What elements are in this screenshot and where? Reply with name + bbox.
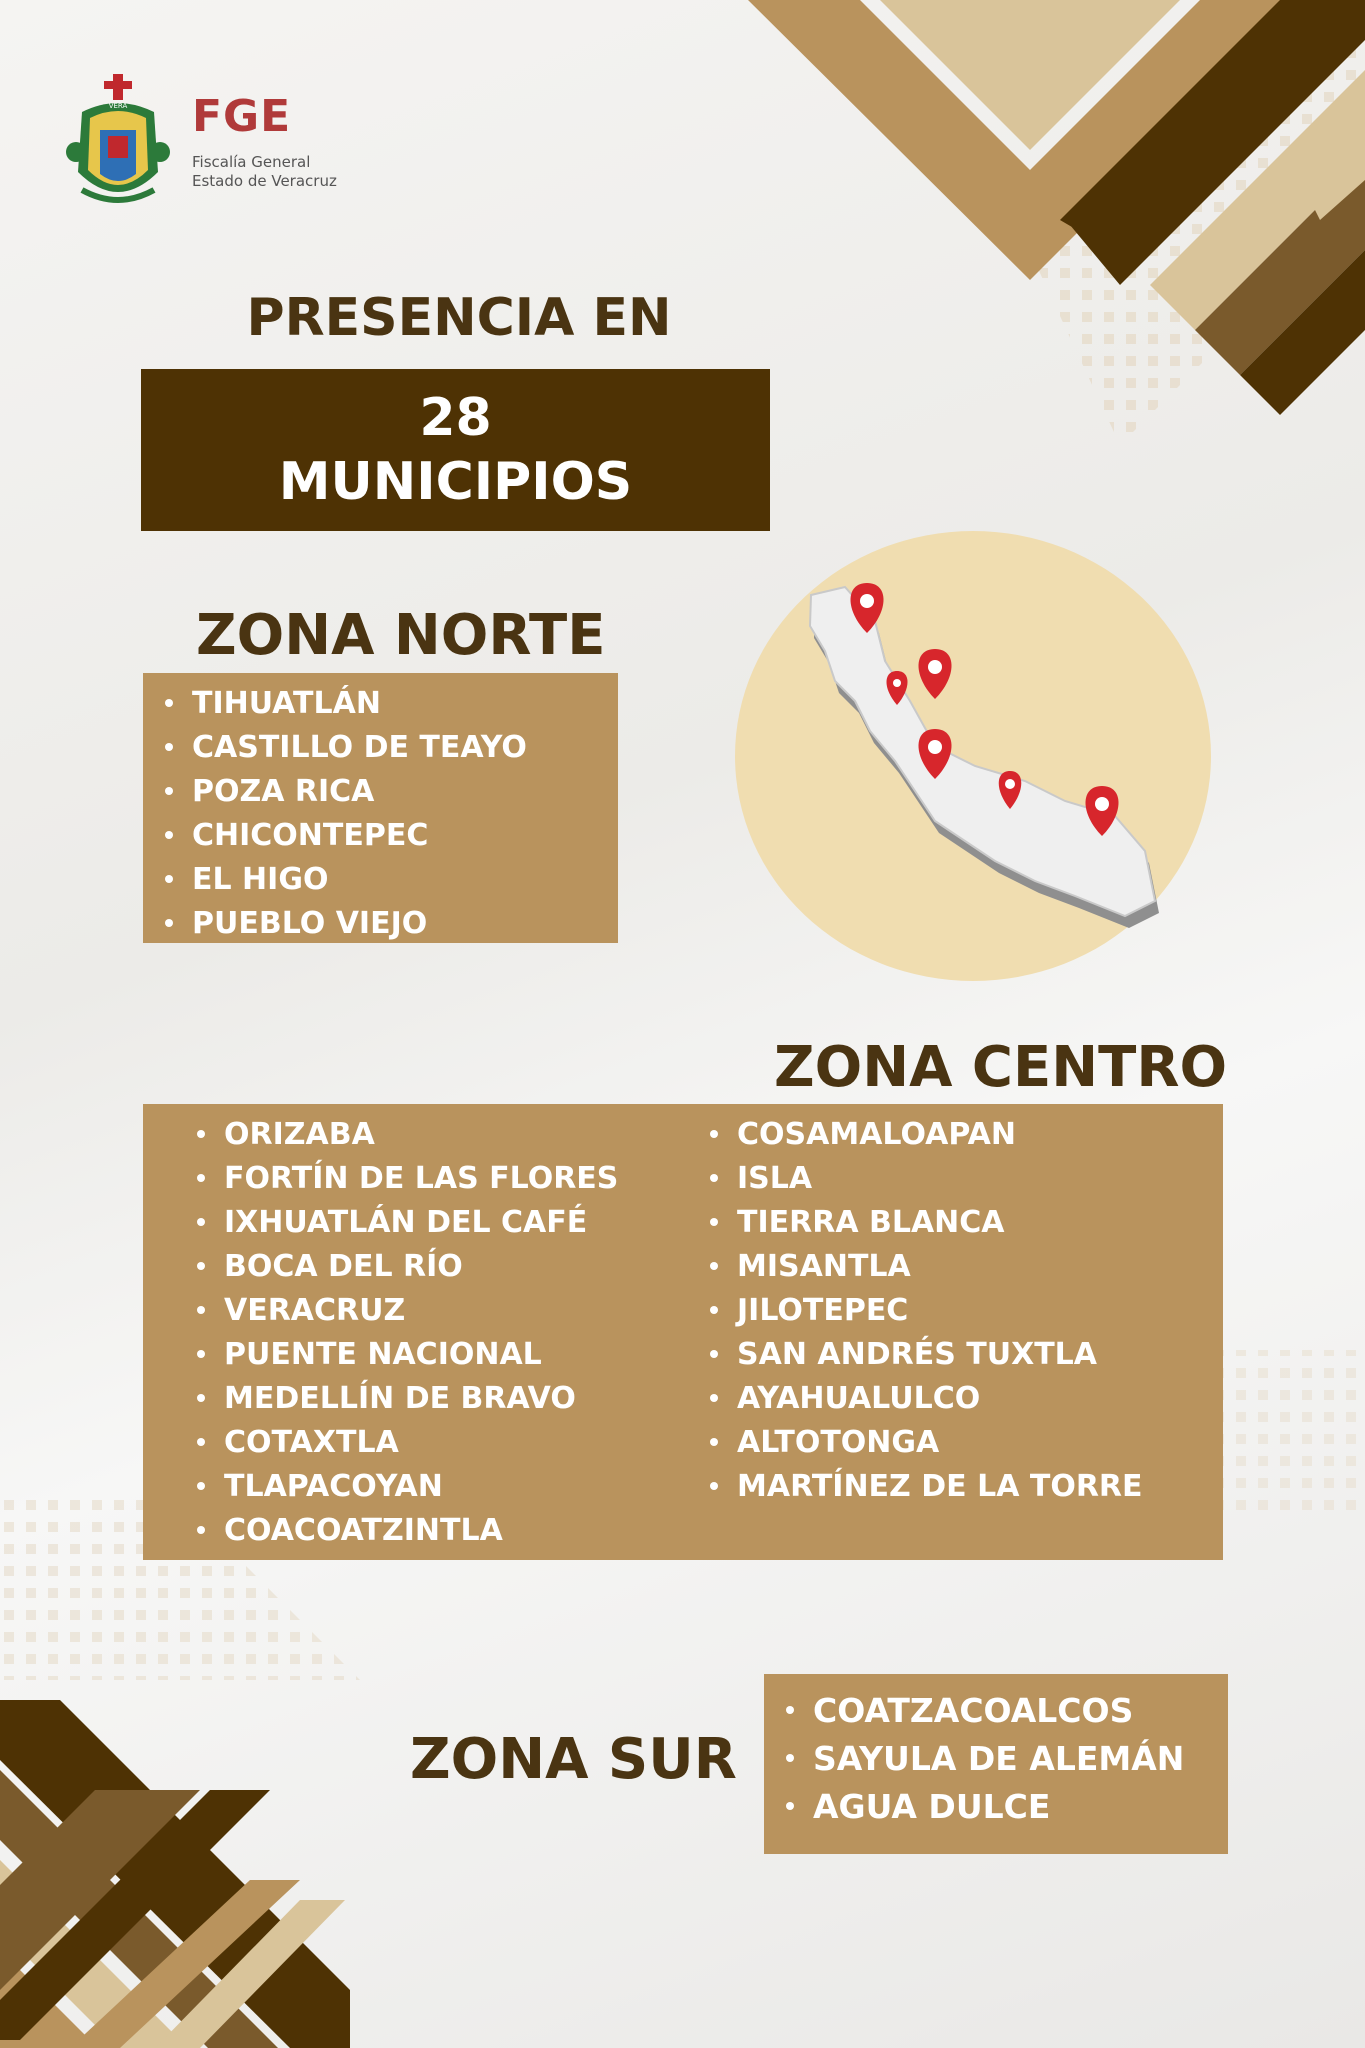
- list-item: AYAHUALULCO: [710, 1376, 1223, 1420]
- list-item: PUENTE NACIONAL: [197, 1332, 710, 1376]
- veracruz-coat-of-arms-icon: [62, 72, 174, 214]
- list-item: COACOATZINTLA: [197, 1508, 710, 1552]
- list-item: TLAPACOYAN: [197, 1464, 710, 1508]
- zona-norte-list: [165, 681, 618, 945]
- title-presencia: PRESENCIA EN: [246, 288, 672, 348]
- list-item: ORIZABA: [197, 1112, 710, 1156]
- list-item: AGUA DULCE: [786, 1782, 1228, 1830]
- logo-abbreviation: FGE: [192, 91, 292, 142]
- map-pin-icon: [919, 649, 952, 699]
- list-item: JILOTEPEC: [710, 1288, 1223, 1332]
- list-item: TIHUATLÁN: [165, 681, 618, 725]
- logo-line-2: Estado de Veracruz: [192, 172, 337, 190]
- zona-centro-list-column-1: [197, 1112, 710, 1560]
- list-item: COATZACOALCOS: [786, 1686, 1228, 1734]
- list-item: MISANTLA: [710, 1244, 1223, 1288]
- zona-norte-heading: ZONA NORTE: [196, 603, 606, 668]
- list-item: SAN ANDRÉS TUXTLA: [710, 1332, 1223, 1376]
- veracruz-map-icon: [735, 531, 1211, 981]
- list-item: MEDELLÍN DE BRAVO: [197, 1376, 710, 1420]
- list-item: ISLA: [710, 1156, 1223, 1200]
- zona-centro-heading: ZONA CENTRO: [774, 1035, 1228, 1100]
- zona-centro-list-column-2: [710, 1112, 1223, 1560]
- list-item: TIERRA BLANCA: [710, 1200, 1223, 1244]
- municipality-count: 28: [419, 388, 492, 448]
- zona-centro-list-box: [143, 1104, 1223, 1560]
- list-item: CHICONTEPEC: [165, 813, 618, 857]
- seal-lettering: VERA: [108, 102, 128, 110]
- list-item: FORTÍN DE LAS FLORES: [197, 1156, 710, 1200]
- fge-logo: [62, 72, 337, 214]
- list-item: VERACRUZ: [197, 1288, 710, 1332]
- list-item: POZA RICA: [165, 769, 618, 813]
- list-item: CASTILLO DE TEAYO: [165, 725, 618, 769]
- zona-sur-heading: ZONA SUR: [410, 1727, 737, 1792]
- list-item: BOCA DEL RÍO: [197, 1244, 710, 1288]
- list-item: PUEBLO VIEJO: [165, 901, 618, 945]
- municipality-count-box: [141, 369, 770, 531]
- list-item: COSAMALOAPAN: [710, 1112, 1223, 1156]
- list-item: EL HIGO: [165, 857, 618, 901]
- logo-line-1: Fiscalía General: [192, 153, 311, 171]
- list-item: COTAXTLA: [197, 1420, 710, 1464]
- list-item: ALTOTONGA: [710, 1420, 1223, 1464]
- municipality-unit: MUNICIPIOS: [278, 452, 633, 512]
- list-item: SAYULA DE ALEMÁN: [786, 1734, 1228, 1782]
- zona-norte-list-box: [143, 673, 618, 943]
- zona-sur-list: [786, 1686, 1228, 1830]
- list-item: MARTÍNEZ DE LA TORRE: [710, 1464, 1223, 1508]
- zona-sur-list-box: [764, 1674, 1228, 1854]
- list-item: IXHUATLÁN DEL CAFÉ: [197, 1200, 710, 1244]
